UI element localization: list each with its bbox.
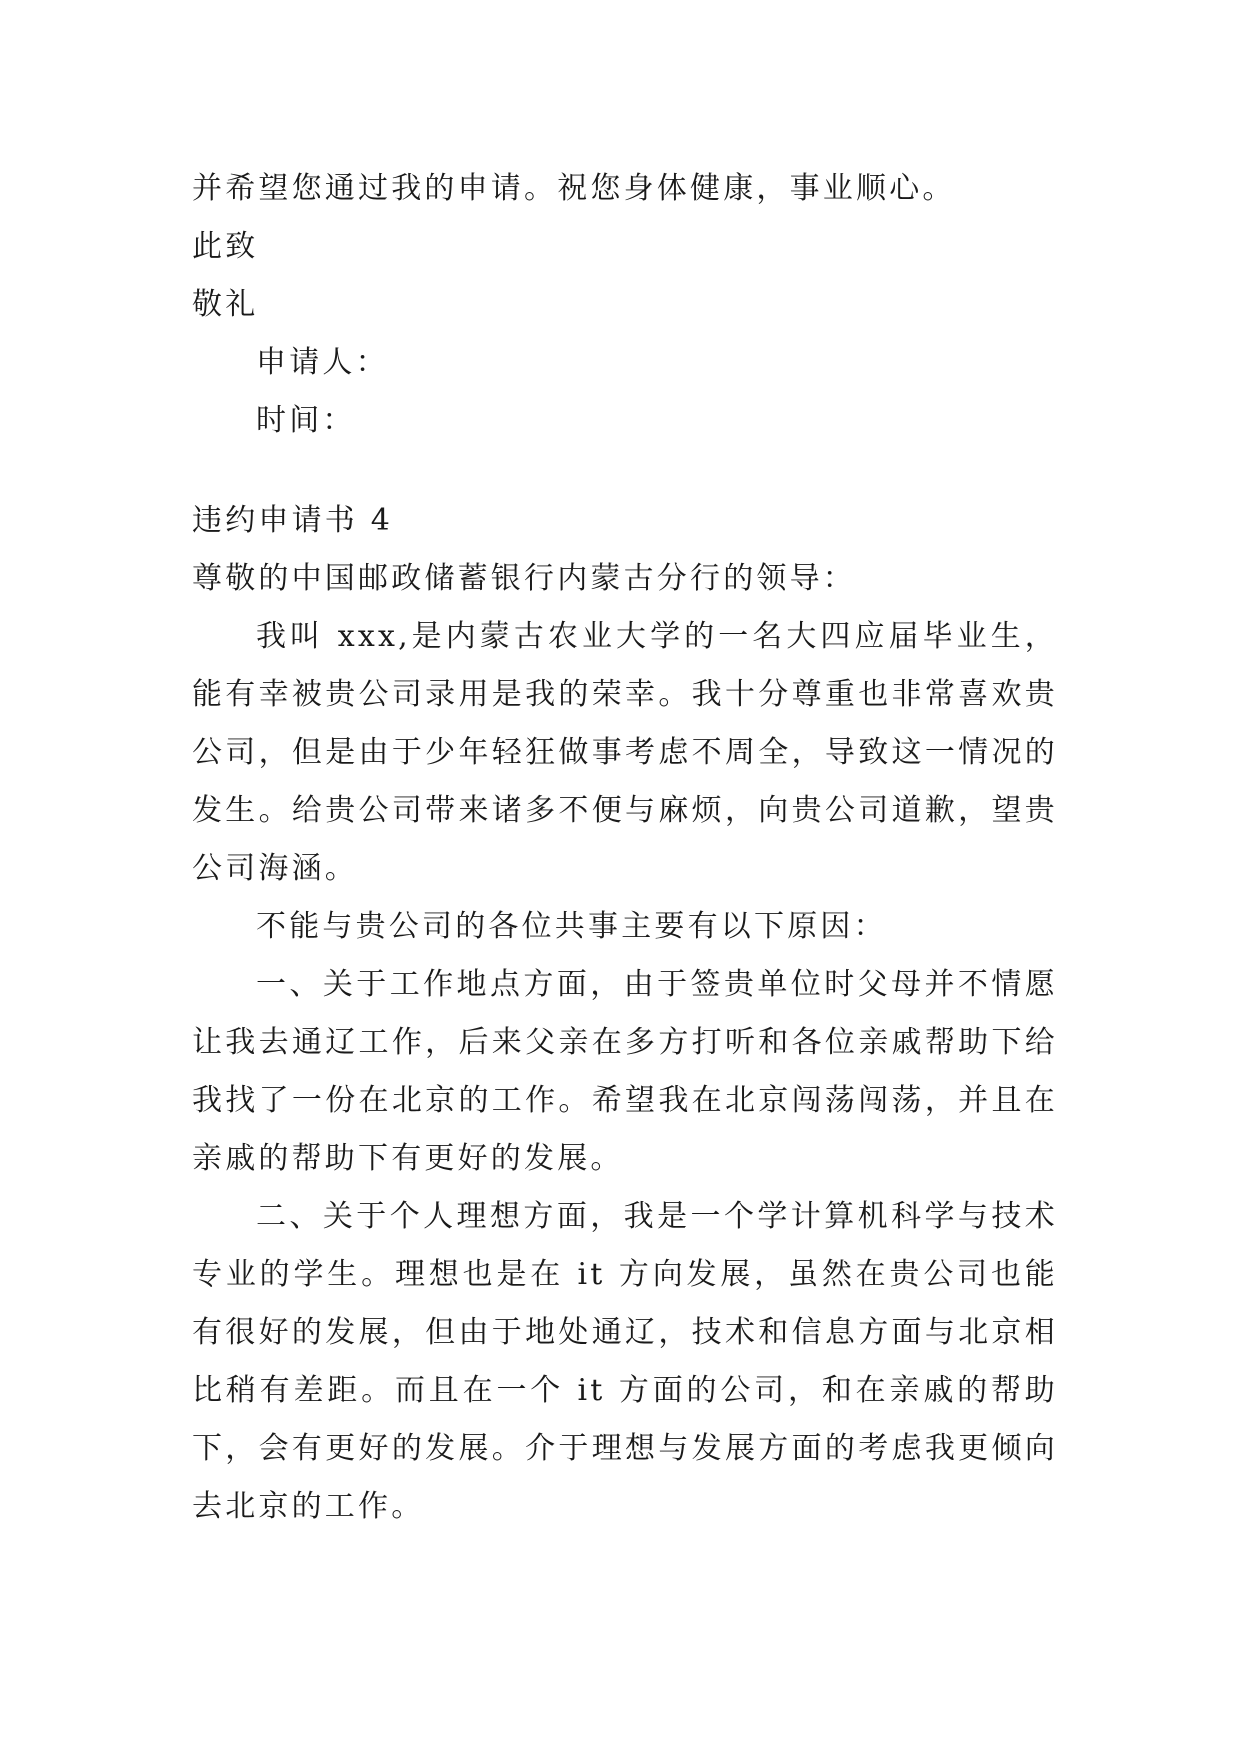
paragraph-intro: 我叫 xxx,是内蒙古农业大学的一名大四应届毕业生，能有幸被贵公司录用是我的荣幸。我十分尊重也非常喜欢贵公司，但是由于少年轻狂做事考虑不周全，导致这一情况的发生。给贵公司带来诸多不便与麻烦，向贵公司道歉，望贵公司海涵。 xyxy=(192,619,1058,886)
letter-addressee: 尊敬的中国邮政储蓄银行内蒙古分行的领导： xyxy=(192,561,856,596)
date-label: 时间： xyxy=(256,403,356,438)
section-gap xyxy=(192,450,1058,492)
applicant-label: 申请人： xyxy=(256,345,389,380)
paragraph-reason-location: 一、关于工作地点方面，由于签贵单位时父母并不情愿让我去通辽工作，后来父亲在多方打听和各位亲戚帮助下给我找了一份在北京的工作。希望我在北京闯荡闯荡，并且在亲戚的帮助下有更好的发展。 xyxy=(192,967,1058,1176)
paragraph-reason-ideal: 二、关于个人理想方面，我是一个学计算机科学与技术专业的学生。理想也是在 it 方向发展，虽然在贵公司也能有很好的发展，但由于地处通辽，技术和信息方面与北京相比稍有差距。而且在一个 it 方面的公司，和在亲戚的帮助下，会有更好的发展。介于理想与发展方面的考虑我更倾向去北京的工作。 xyxy=(192,1199,1058,1524)
closing-hope-line: 并希望您通过我的申请。祝您身体健康，事业顺心。 xyxy=(192,171,956,206)
paragraph-reasons-lead: 不能与贵公司的各位共事主要有以下原因： xyxy=(256,909,887,944)
salutation-jingli: 敬礼 xyxy=(192,287,259,322)
salutation-cizhi: 此致 xyxy=(192,229,259,264)
letter-title: 违约申请书 4 xyxy=(192,503,394,538)
document-body xyxy=(192,160,1058,1536)
